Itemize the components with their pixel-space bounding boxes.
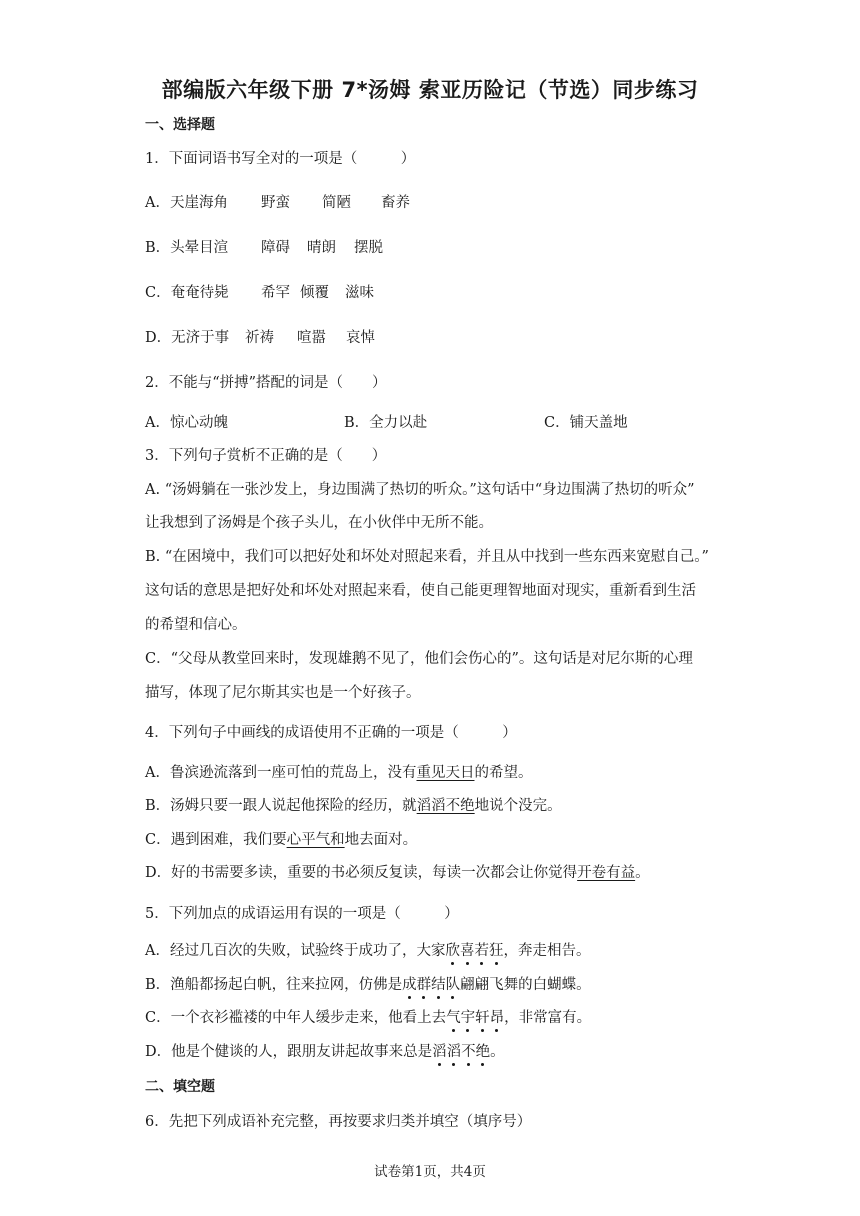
question-6-stem: 6．先把下列成语补充完整，再按要求归类并填空（填序号） <box>145 1114 532 1130</box>
question-4-option-a <box>145 761 532 782</box>
question-5-option-b <box>145 973 591 994</box>
page-title: 部编版六年级下册 7*汤姆 索亚历险记（节选）同步练习 <box>161 78 699 102</box>
dotted-char: 若 <box>474 943 489 959</box>
page-footer: 试卷第1页，共4页 <box>374 1164 486 1180</box>
question-3-option-b-line2: 这句话的意思是把好处和坏处对照起来看，使自己能更理智地面对现实，重新看到生活 <box>145 583 696 599</box>
dotted-char: 队 <box>445 977 461 993</box>
sentence-text: ，非常富有。 <box>504 1010 592 1026</box>
sentence-text: 地去面对。 <box>344 832 418 848</box>
dotted-char: 轩 <box>475 1010 490 1026</box>
sentence-text: 。 <box>635 865 650 881</box>
option-word: 畜养 <box>381 195 410 211</box>
option-word: 倾覆 <box>300 285 329 301</box>
option-word: 摆脱 <box>354 240 383 256</box>
question-5-option-c <box>145 1006 591 1027</box>
question-3-option-c-line1: C．“父母从教堂回来时，发现雄鹅不见了，他们会伤心的”。这句话是对尼尔斯的心理 <box>145 651 693 667</box>
option-word: 哀悼 <box>346 330 375 346</box>
sentence-text: 地说个没完。 <box>474 798 562 814</box>
sentence-text: B．渔船都扬起白帆，往来拉网，仿佛是 <box>145 977 403 993</box>
sentence-text: 翩翩飞舞的白蝴蝶。 <box>460 977 591 993</box>
dotted-char: 绝 <box>475 1044 491 1060</box>
option-text: B．头晕目渲 <box>145 240 229 256</box>
sentence-text: D．好的书需要多读，重要的书必须反复读，每读一次都会让你觉得 <box>145 865 578 881</box>
question-5-stem: 5．下列加点的成语运用有误的一项是（ ） <box>145 906 459 922</box>
sentence-text: 的希望。 <box>474 765 533 781</box>
question-1-option-a <box>145 191 410 212</box>
option-word: 喧嚣 <box>297 330 326 346</box>
question-2-stem: 2．不能与“拼搏”搭配的词是（ ） <box>145 375 387 391</box>
dotted-char: 群 <box>416 977 432 993</box>
sentence-text: 。 <box>490 1044 505 1060</box>
question-5-option-a <box>145 939 590 960</box>
sentence-text: A．鲁滨逊流落到一座可怕的荒岛上，没有 <box>145 765 417 781</box>
underlined-idiom: 心平气和 <box>286 832 345 848</box>
question-3-option-a-line1: A. “汤姆躺在一张沙发上，身边围满了热切的听众。”这句话中“身边围满了热切的听众” <box>145 482 695 498</box>
section-heading-fill: 二、填空题 <box>145 1079 215 1095</box>
sentence-text: B．汤姆只要一跟人说起他探险的经历，就 <box>145 798 417 814</box>
option-text: A．天崖海角 <box>145 195 228 211</box>
question-1-option-b <box>145 236 383 257</box>
sentence-text: C．遇到困难，我们要 <box>145 832 287 848</box>
question-3-option-b-line1: B. “在困境中，我们可以把好处和坏处对照起来看，并且从中找到一些东西来宽慰自己。” <box>145 549 709 565</box>
question-3-option-b-line3: 的希望和信心。 <box>145 617 247 633</box>
option-b: B．全力以赴 <box>344 415 428 431</box>
option-text: D．无济于事 <box>145 330 230 346</box>
dotted-char: 狂 <box>488 943 504 959</box>
option-c: C．铺天盖地 <box>544 415 628 431</box>
option-word: 晴朗 <box>307 240 336 256</box>
option-a: A．惊心动魄 <box>145 415 228 431</box>
dotted-char: 喜 <box>459 943 475 959</box>
underlined-idiom: 重见天日 <box>416 765 475 781</box>
question-1-option-c <box>145 281 374 302</box>
dotted-char: 昂 <box>489 1010 505 1026</box>
question-3-stem: 3．下列句子赏析不正确的是（ ） <box>145 448 387 464</box>
underlined-idiom: 滔滔不绝 <box>416 798 475 814</box>
question-4-option-d <box>145 861 650 882</box>
dotted-char: 滔 <box>446 1044 462 1060</box>
question-4-option-b <box>145 794 562 815</box>
option-word: 滋味 <box>345 285 374 301</box>
sentence-text: D．他是个健谈的人，跟朋友讲起故事来总是 <box>145 1044 433 1060</box>
option-word: 希罕 <box>261 285 290 301</box>
section-heading-choice: 一、选择题 <box>145 117 215 133</box>
option-word: 野蛮 <box>261 195 290 211</box>
question-3-option-c-line2: 描写，体现了尼尔斯其实也是一个好孩子。 <box>145 685 421 701</box>
question-3-option-a-line2: 让我想到了汤姆是个孩子头儿，在小伙伴中无所不能。 <box>145 515 493 531</box>
question-4-stem: 4．下列句子中画线的成语使用不正确的一项是（ ） <box>145 725 517 741</box>
question-1-option-d <box>145 326 375 347</box>
question-1-stem: 1．下面词语书写全对的一项是（ ） <box>145 151 416 167</box>
dotted-char: 宇 <box>460 1010 476 1026</box>
sentence-text: A．经过几百次的失败，试验终于成功了，大家 <box>145 943 446 959</box>
dotted-char: 欣 <box>445 943 460 959</box>
dotted-char: 气 <box>446 1010 461 1026</box>
option-word: 祈祷 <box>245 330 274 346</box>
question-2-options <box>145 411 628 432</box>
dotted-char: 结 <box>431 977 446 993</box>
dotted-char: 不 <box>461 1044 476 1060</box>
option-word: 简陋 <box>322 195 351 211</box>
sentence-text: C．一个衣衫褴褛的中年人缓步走来，他看上去 <box>145 1010 447 1026</box>
dotted-char: 滔 <box>432 1044 447 1060</box>
sentence-text: ，奔走相告。 <box>503 943 591 959</box>
option-word: 障碍 <box>261 240 290 256</box>
dotted-char: 成 <box>402 977 417 993</box>
underlined-idiom: 开卷有益 <box>577 865 636 881</box>
question-4-option-c <box>145 828 417 849</box>
option-text: C．奄奄待毙 <box>145 285 229 301</box>
question-5-option-d <box>145 1040 505 1061</box>
